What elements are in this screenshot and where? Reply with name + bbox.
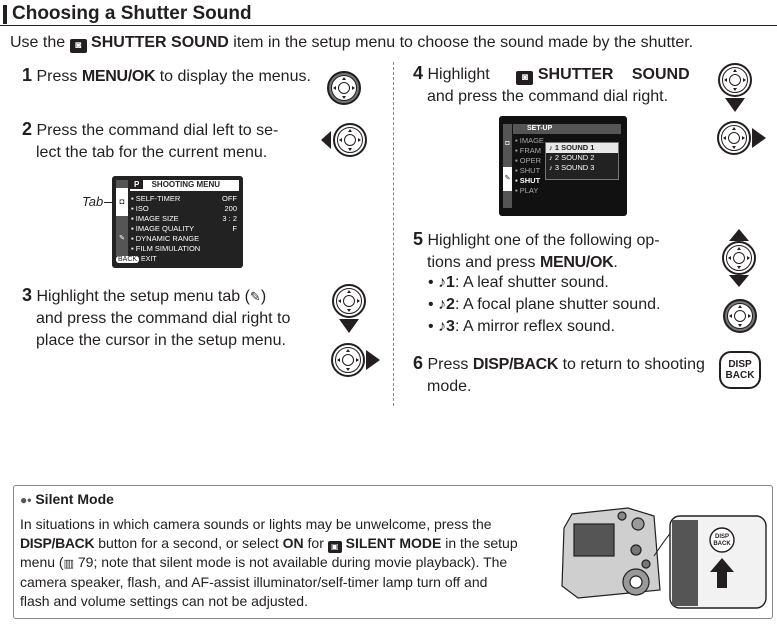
- command-dial-right-icon: [712, 116, 772, 160]
- camera-illustration: [556, 498, 768, 610]
- row-name: IMAGE: [519, 136, 544, 145]
- mode-letter: P: [130, 180, 143, 189]
- row-name: SHUT: [519, 176, 541, 185]
- menu-footer: [116, 256, 157, 263]
- footer-action: EXIT: [141, 256, 157, 263]
- menu-tabs: [503, 124, 512, 208]
- step-number: 5: [413, 229, 424, 249]
- step-text: Highlight the setup menu tab (: [32, 288, 250, 305]
- note-text: button for a second, or select: [94, 534, 283, 551]
- setup-row: ▪ FRAM: [515, 146, 541, 155]
- option-item: • ♪1: A leaf shutter sound.: [428, 274, 609, 291]
- button-line: DISP: [728, 359, 752, 370]
- step-text: place the cursor in the setup menu.: [36, 332, 286, 349]
- row-name: PLAY: [519, 186, 539, 195]
- option-desc: : A leaf shutter sound.: [454, 274, 609, 291]
- option-item: • ♪3: A mirror reflex sound.: [428, 318, 616, 335]
- setup-rows: [515, 136, 547, 196]
- step-text: lect the tab for the current menu.: [36, 144, 268, 161]
- menu-tabs: [116, 180, 128, 256]
- intro-item: SHUTTER SOUND: [91, 34, 229, 51]
- setup-header: SET-UP: [513, 124, 621, 134]
- option-label: 3 SOUND 3: [554, 163, 595, 172]
- setup-row-selected: ▪ SHUT: [515, 176, 541, 185]
- row-name: DYNAMIC RANGE: [135, 234, 200, 243]
- setup-tab-icon: ✎: [503, 167, 512, 191]
- sound-options-popup: [545, 142, 619, 180]
- row-value: 200: [224, 204, 237, 213]
- intro-text: [10, 34, 770, 53]
- step-number: 4: [413, 63, 424, 83]
- step-number: 3: [22, 285, 33, 305]
- option-number: 3: [446, 318, 455, 335]
- menu-row: ▪ DYNAMIC RANGE: [131, 234, 200, 243]
- intro-prefix: Use the: [10, 34, 70, 51]
- sound-option: ♪ 3 SOUND 3: [549, 163, 595, 172]
- shooting-menu-screen: [112, 176, 243, 268]
- step-text: to display the menus.: [155, 68, 311, 85]
- row-name: SHUT: [519, 166, 541, 175]
- step-4: [413, 62, 708, 108]
- setup-menu-screen: [499, 116, 627, 216]
- step-text: to return to shooting: [558, 356, 705, 373]
- shooting-tab-icon: ◘: [505, 140, 510, 147]
- menu-row: ▪ IMAGE QUALITY F: [131, 224, 237, 233]
- row-value: OFF: [222, 194, 237, 203]
- step-number: 1: [22, 65, 33, 85]
- svg-text:DISP: DISP: [714, 534, 730, 540]
- row-name: FILM SIMULATION: [135, 244, 201, 253]
- note-text: menu (: [20, 553, 64, 570]
- tab-label: Tab: [82, 194, 104, 209]
- disp-back-button-icon: [719, 351, 761, 389]
- menu-row: ▪ FILM SIMULATION: [131, 244, 201, 253]
- setup-row: ▪ IMAGE: [515, 136, 544, 145]
- command-dial-left-icon: [318, 117, 372, 163]
- step-text: Highlight: [423, 66, 495, 83]
- column-divider: [393, 62, 394, 406]
- button-line: BACK: [725, 370, 755, 381]
- option-label: 1 SOUND 1: [554, 143, 595, 152]
- setup-row: ▪ OPER: [515, 156, 542, 165]
- option-desc: : A mirror reflex sound.: [454, 318, 616, 335]
- row-name: IMAGE SIZE: [135, 214, 179, 223]
- on-value: ON: [282, 534, 304, 551]
- sound-options-list: [428, 272, 660, 338]
- back-key: BACK: [118, 256, 138, 263]
- step-5: [413, 228, 708, 274]
- row-name: OPER: [519, 156, 542, 165]
- note-line: flash and volume settings can not be adjusted.: [20, 592, 308, 609]
- option-desc: : A focal plane shutter sound.: [454, 296, 661, 313]
- disp-back-key: DISP/BACK: [472, 356, 559, 373]
- svg-text:BACK: BACK: [713, 541, 731, 547]
- command-dial-updown-icon: [715, 228, 763, 288]
- step-text: mode.: [427, 378, 472, 395]
- step-text: Press the command dial left to se-: [32, 122, 279, 139]
- title-marker: [3, 5, 7, 24]
- row-name: ISO: [135, 204, 149, 213]
- setup-tab-icon: ✎: [119, 235, 125, 242]
- option-number: 1: [446, 274, 455, 291]
- setup-tab-icon: ✎: [249, 289, 261, 304]
- step-text: .: [613, 254, 618, 271]
- page-title: Choosing a Shutter Sound: [12, 3, 252, 24]
- sound-option-selected: ♪ 1 SOUND 1: [546, 143, 618, 153]
- disp-back-key: DISP/BACK: [20, 534, 95, 551]
- note-text: in the setup: [441, 534, 518, 551]
- step-text: Press: [32, 68, 82, 85]
- step-text: tions and press: [427, 254, 540, 271]
- intro-suffix: item in the setup menu to choose the sound made by the shutter.: [228, 34, 694, 51]
- step-text: Highlight one of the following op-: [423, 232, 660, 249]
- row-name: SELF-TIMER: [135, 194, 181, 203]
- step-6: [413, 352, 708, 398]
- note-title: Silent Mode: [35, 491, 114, 507]
- sound-option: ♪ 2 SOUND 2: [549, 153, 595, 162]
- silent-mode-item: SILENT MODE: [345, 534, 442, 551]
- menu-title: SHOOTING MENU: [151, 180, 221, 189]
- step-text: Press: [423, 356, 473, 373]
- option-label: 2 SOUND 2: [554, 153, 595, 162]
- row-value: 3 : 2: [222, 214, 237, 223]
- menu-ok-key: MENU/OK: [539, 254, 614, 271]
- note-line: camera speaker, flash, and AF-assist illuminator/self-timer lamp turn off and: [20, 574, 488, 590]
- step-text: ): [260, 288, 267, 305]
- menu-header: [130, 180, 239, 191]
- menu-row: ▪ SELF-TIMER OFF: [131, 194, 237, 203]
- step-number: 2: [22, 119, 33, 139]
- shooting-tab-icon: ◘: [116, 188, 128, 216]
- setup-row: ▪ PLAY: [515, 186, 539, 195]
- camera-menu-icon: ◙: [70, 39, 87, 53]
- command-dial-right-icon: [326, 338, 382, 382]
- command-dial-icon: [322, 66, 366, 110]
- row-value: F: [232, 224, 237, 233]
- menu-rows: [131, 194, 237, 254]
- row-name: FRAM: [519, 146, 541, 155]
- title-bar: [0, 3, 777, 26]
- step-text: and press the command dial right to: [36, 310, 291, 327]
- menu-ok-key: MENU/OK: [81, 68, 156, 85]
- silent-mode-heading: [20, 491, 114, 507]
- note-line: In situations in which camera sounds or lights may be unwelcome, press the: [20, 516, 492, 532]
- step-2: [22, 118, 312, 164]
- note-line: [20, 534, 550, 553]
- step-number: 6: [413, 353, 424, 373]
- book-icon: ▥: [63, 557, 74, 570]
- row-name: IMAGE QUALITY: [135, 224, 195, 233]
- note-text: 79; note that silent mode is not available during movie playback). The: [73, 553, 508, 570]
- command-dial-down-icon: [326, 283, 372, 335]
- silent-mode-icon: ▣: [328, 541, 342, 553]
- command-dial-icon: [718, 294, 762, 338]
- menu-row: ▪ IMAGE SIZE 3 : 2: [131, 214, 237, 223]
- note-icon: ●•: [20, 493, 32, 507]
- step-text: and press the command dial right.: [427, 88, 669, 105]
- command-dial-down-icon: [712, 62, 758, 116]
- option-item: • ♪2: A focal plane shutter sound.: [428, 296, 661, 313]
- shutter-sound-item: SHUTTER SOUND: [537, 66, 690, 83]
- note-line: [20, 553, 550, 574]
- step-3: [22, 284, 312, 352]
- note-text: for: [303, 534, 328, 551]
- silent-mode-text: [20, 515, 550, 610]
- menu-row: ▪ ISO 200: [131, 204, 237, 213]
- setup-row: ▪ SHUT: [515, 166, 541, 175]
- camera-menu-icon: ◙: [516, 71, 533, 85]
- step-1: [22, 64, 311, 88]
- option-number: 2: [446, 296, 455, 313]
